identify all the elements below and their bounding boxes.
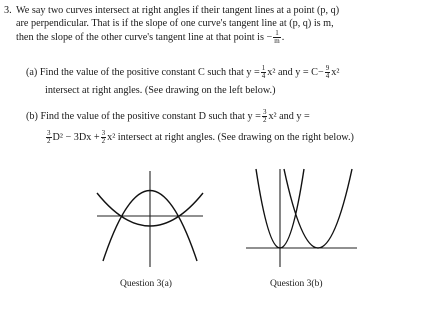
part-a-line-2: intersect at right angles. (See drawing on the left below.) bbox=[45, 85, 276, 96]
shifted-parabola bbox=[284, 169, 352, 248]
problem-number bbox=[4, 5, 12, 17]
fraction-one-over-m: $\frac{1}{m}$ bbox=[274, 29, 280, 45]
fraction-three-halves-1: $\frac{3}{2}$ bbox=[262, 108, 267, 124]
fraction-three-halves-3: $\frac{3}{2}$ bbox=[101, 129, 106, 145]
part-b-line-1: (b) Find the value of the positive constant D such that y = $\frac{3}{2}$ x² and y = bbox=[26, 108, 310, 124]
problem-intro-line-2: are perpendicular. That is if the slope of one curve's tangent line at (p, q) is m, bbox=[16, 18, 334, 29]
graph-question-3a bbox=[95, 165, 205, 270]
fraction-one-fourth: $\frac{1}{4}$ bbox=[261, 64, 266, 80]
part-b-label: (b) bbox=[26, 110, 38, 122]
problem-intro-line-1: We say two curves intersect at right angles if their tangent lines at a point (p, q) bbox=[16, 5, 340, 16]
caption-question-3a: Question 3(a) bbox=[120, 279, 172, 289]
problem-number-label: 3. bbox=[4, 5, 12, 16]
part-a-line-1: (a) Find the value of the positive constant C such that y = $\frac{1}{4}$ x² and y = C− $\frac{9}{4}$ x² bbox=[26, 64, 340, 80]
fraction-nine-fourths: $\frac{9}{4}$ bbox=[325, 64, 330, 80]
graph-question-3b bbox=[244, 165, 359, 270]
caption-question-3b: Question 3(b) bbox=[270, 279, 323, 289]
fraction-three-halves-2: $\frac{3}{2}$ bbox=[47, 129, 51, 145]
problem-intro-line-3: then the slope of the other curve's tangent line at that point is − $\frac{1}{m}$ . bbox=[16, 29, 285, 45]
part-a-label: (a) bbox=[26, 66, 38, 78]
part-b-line-2: $\frac{3}{2}$ D² − 3Dx + $\frac{3}{2}$ x² intersect at right angles. (See drawing on the right below.) bbox=[47, 129, 354, 145]
